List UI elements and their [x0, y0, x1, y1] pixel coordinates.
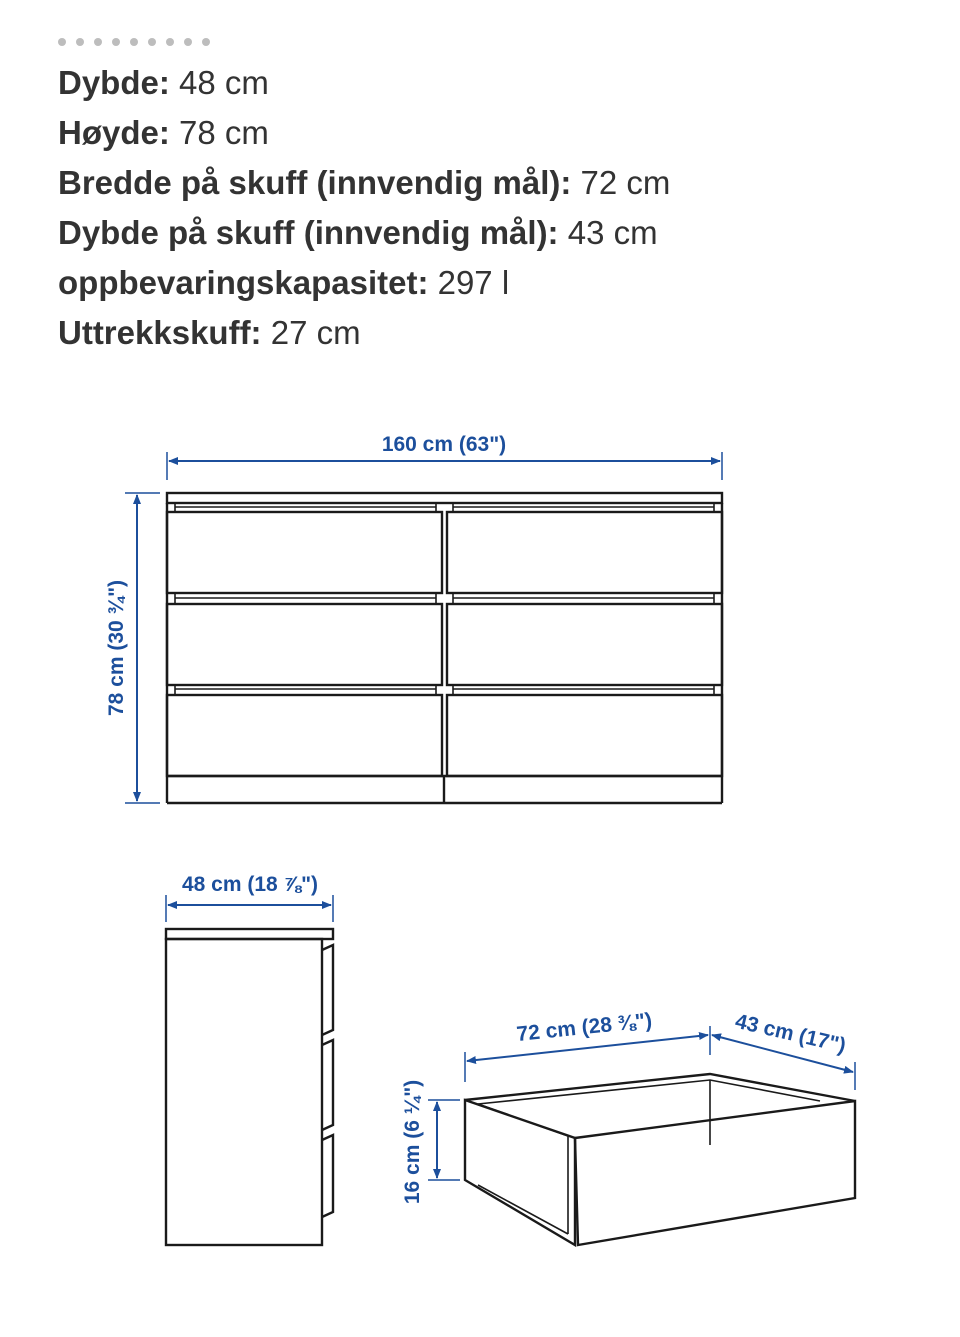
spec-label: oppbevaringskapasitet: [58, 264, 429, 301]
spec-value: 48 cm [169, 64, 269, 101]
spec-value: 27 cm [261, 314, 361, 351]
side-view-drawing [166, 929, 333, 1245]
spec-label: Dybde: [58, 64, 170, 101]
spec-label: Høyde: [58, 114, 170, 151]
spec-label: Bredde på skuff (innvendig mål): [58, 164, 572, 201]
drawer-height-dimension [401, 1080, 460, 1204]
spec-label: Dybde på skuff (innvendig mål): [58, 214, 559, 251]
side-depth-label: 48 cm (18 ⅞") [181, 873, 319, 896]
front-height-label: 78 cm (30 ¾") [105, 579, 128, 717]
spec-label: Uttrekkskuff: [58, 314, 262, 351]
drawer-depth-label: 43 cm (17") [732, 1009, 848, 1058]
front-width-label: 160 cm (63") [381, 433, 507, 456]
spec-value: 297 l [428, 264, 510, 301]
drawer-drawing [465, 1074, 855, 1245]
side-depth-dimension [166, 873, 333, 922]
front-view-drawing [167, 493, 722, 803]
drawer-width-dimension [465, 1009, 710, 1082]
spec-value: 43 cm [558, 214, 658, 251]
drawer-width-label: 72 cm (28 ⅜") [515, 1008, 654, 1047]
drawer-height-label: 16 cm (6 ¼") [401, 1079, 424, 1205]
spec-value: 72 cm [571, 164, 671, 201]
front-height-dimension [105, 493, 160, 803]
front-width-dimension [167, 433, 722, 480]
spec-value: 78 cm [169, 114, 269, 151]
